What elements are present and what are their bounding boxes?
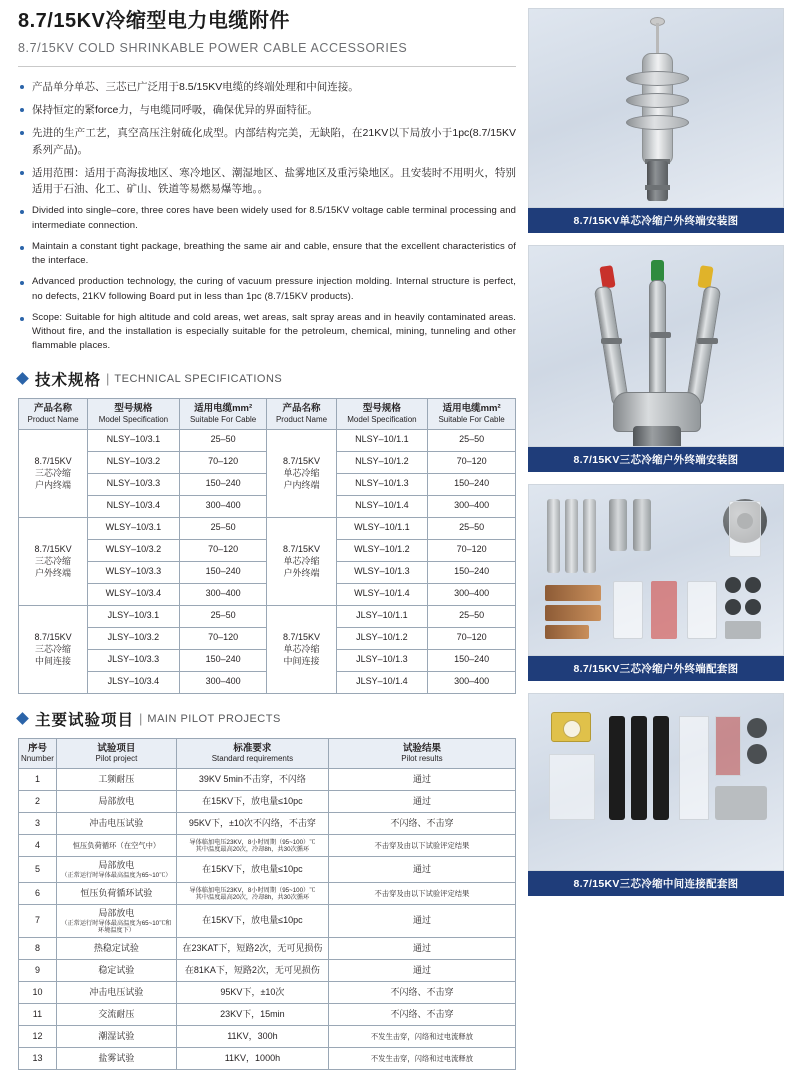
table-row: [19, 1048, 516, 1070]
pilot-projects-table: [18, 738, 516, 1070]
spec-cell: NLSY–10/1.1: [336, 429, 428, 451]
product-photo-three-core-outdoor-termination: [528, 245, 784, 447]
spec-header-2-en: Suitable For Cable: [189, 414, 257, 424]
accessory-bag-shape: [679, 716, 709, 820]
feature-en-4: Scope: Suitable for high altitude and cold areas, wet areas, salt spray areas and in heavily contaminated areas. Without fire, and the installation is especially suitable for the petroleum, chemical, mining, tunneling and other flammable places.: [18, 311, 516, 354]
spec-cell: 25–50: [428, 605, 516, 627]
pilot-item-label: 恒压负荷循环（在空气中）: [72, 841, 161, 851]
table-row: [19, 605, 516, 627]
pilot-header-3-cn: 试验结果: [402, 742, 441, 754]
page-title-cn: 8.7/15KV冷缩型电力电缆附件: [18, 10, 290, 32]
spec-cell: 150–240: [428, 561, 516, 583]
spec-cell: JLSY–10/1.4: [336, 671, 428, 693]
pilot-item: [56, 835, 176, 857]
photo-card-3: [528, 484, 784, 681]
pilot-item-label: 局部放电: [98, 908, 135, 919]
accessory-tape-shape: [651, 581, 677, 639]
spec-cell: 150–240: [179, 649, 267, 671]
pilot-res: 通过: [328, 938, 515, 960]
pilot-no: 11: [19, 1004, 57, 1026]
spec-cell: WLSY–10/3.1: [88, 517, 180, 539]
spec-cell: WLSY–10/1.1: [336, 517, 428, 539]
pilot-projects-table-body: [19, 769, 516, 1070]
black-tube-shape: [631, 716, 647, 820]
skirt-shape: [626, 93, 689, 108]
spec-cell: 70–120: [428, 451, 516, 473]
ring-shape: [697, 338, 718, 344]
pilot-res: 不发生击穿，闪络和过电流释放: [328, 1048, 515, 1070]
pilot-item-label: 潮湿试验: [98, 1030, 135, 1041]
heading-separator: |: [106, 371, 110, 387]
spec-cell: 150–240: [428, 649, 516, 671]
core-shape: [594, 285, 630, 406]
pilot-item: [56, 883, 176, 905]
spec-cell: 70–120: [179, 451, 267, 473]
pilot-no: 12: [19, 1026, 57, 1048]
spec-cell: NLSY–10/1.2: [336, 451, 428, 473]
o-ring-shape: [747, 718, 767, 738]
copper-lug-shape: [545, 605, 601, 621]
pilot-no: 9: [19, 960, 57, 982]
phase-marker-red: [599, 265, 615, 289]
photo-caption-1: 8.7/15KV单芯冷缩户外终端安装图: [528, 208, 784, 233]
table-row: [19, 791, 516, 813]
spec-cell: 70–120: [428, 627, 516, 649]
spec-cell: NLSY–10/1.3: [336, 473, 428, 495]
pilot-req: [176, 960, 328, 982]
pilot-item: [56, 905, 176, 938]
spec-cell: 70–120: [428, 539, 516, 561]
pilot-req: [176, 835, 328, 857]
pilot-header-1-en: Pilot project: [95, 754, 138, 764]
tube-shape: [547, 499, 560, 573]
pilot-header-0-cn: 序号: [27, 742, 47, 754]
accessory-bag-shape: [687, 581, 717, 639]
phase-marker-green: [651, 260, 664, 282]
pilot-item-label: 交流耐压: [98, 1008, 135, 1019]
accessory-tape-shape: [715, 716, 741, 776]
spec-cell: 70–120: [179, 539, 267, 561]
spec-cell: 300–400: [428, 583, 516, 605]
left-column: [18, 10, 516, 1070]
diamond-icon: [16, 712, 29, 725]
specifications-table: [18, 398, 516, 694]
spec-cell: 300–400: [179, 495, 267, 517]
pilot-item: [56, 791, 176, 813]
spec-cell: WLSY–10/1.2: [336, 539, 428, 561]
diamond-icon: [16, 372, 29, 385]
pilot-no: 13: [19, 1048, 57, 1070]
pilot-req-label: 95KV下，±10次: [220, 986, 285, 997]
pilot-res: 不击穿及由以下试验评定结果: [328, 835, 515, 857]
pilot-no: 10: [19, 982, 57, 1004]
spec-heading-cn: 技术规格: [35, 371, 102, 389]
feature-en-3: Advanced production technology, the curing of vacuum pressure injection molding. Internal structure is perfect, no defects, 21KV following Board put in less than 1pc (8.7/15KV products).: [18, 275, 516, 304]
spec-group-1-left-name: 8.7/15KV 三芯冷缩 户外终端: [19, 517, 88, 605]
table-row: [19, 905, 516, 938]
photo-caption-3: 8.7/15KV三芯冷缩户外终端配套图: [528, 656, 784, 681]
table-row: [19, 429, 516, 451]
pilot-req-label: 在15KV下，放电量≤10pc: [202, 915, 303, 926]
glove-bag-shape: [729, 501, 761, 557]
accessory-bag-shape: [549, 754, 595, 820]
pilot-item-label: 稳定试验: [98, 964, 135, 975]
pilot-res: 通过: [328, 791, 515, 813]
product-photo-three-core-joint-kit: [528, 693, 784, 871]
table-row: [19, 938, 516, 960]
o-ring-shape: [745, 577, 761, 593]
core-shape: [686, 285, 722, 406]
pilot-req-label: 23KV下，15min: [220, 1008, 285, 1019]
tube-shape: [583, 499, 596, 573]
table-row: [19, 517, 516, 539]
spec-cell: 300–400: [179, 583, 267, 605]
spec-header-5-cn: 适用电缆mm²: [442, 402, 501, 414]
spec-header-4: [336, 398, 428, 429]
spec-header-1: [88, 398, 180, 429]
pilot-header-0: [19, 738, 57, 769]
spec-cell: NLSY–10/3.4: [88, 495, 180, 517]
pilot-item: [56, 1004, 176, 1026]
pilot-no: 1: [19, 769, 57, 791]
pilot-req: [176, 905, 328, 938]
spec-cell: 25–50: [179, 605, 267, 627]
o-ring-shape: [747, 744, 767, 764]
pilot-req-label: 在81KA下，短路2次，无可见损伤: [184, 964, 320, 975]
spec-header-4-en: Model Specification: [347, 414, 417, 424]
feature-cn-2: 保持恒定的紧force力，与电缆同呼吸，确保优异的界面特征。: [18, 102, 516, 118]
pilot-header-2-cn: 标准要求: [233, 742, 272, 754]
copper-lug-shape: [545, 625, 589, 639]
pilot-item: [56, 857, 176, 883]
specifications-table-body: [19, 429, 516, 693]
pilot-res: 通过: [328, 905, 515, 938]
table-row: [19, 982, 516, 1004]
o-ring-shape: [725, 599, 741, 615]
spec-cell: 300–400: [179, 671, 267, 693]
pilot-item: [56, 769, 176, 791]
pilot-item-label: 恒压负荷循环试验: [80, 887, 153, 898]
copper-lug-shape: [545, 585, 601, 601]
pilot-item-label: 局部放电: [98, 860, 135, 871]
pilot-res: 不发生击穿，闪络和过电流释放: [328, 1026, 515, 1048]
pilot-header-2: [176, 738, 328, 769]
spec-cell: NLSY–10/1.4: [336, 495, 428, 517]
spec-header-3-cn: 产品名称: [282, 402, 321, 414]
pilot-no: 6: [19, 883, 57, 905]
pilot-item: [56, 960, 176, 982]
features-list-en: [18, 204, 516, 353]
heading-separator: |: [139, 711, 143, 727]
table-row: [19, 883, 516, 905]
clamp-shape: [725, 621, 761, 639]
phase-marker-yellow: [697, 265, 713, 289]
pilot-item-label: 热稳定试验: [93, 942, 139, 953]
pilot-req: [176, 813, 328, 835]
spec-header-1-en: Model Specification: [98, 414, 169, 424]
product-photo-single-core-outdoor-termination: [528, 8, 784, 208]
spec-header-3-en: Product Name: [275, 414, 328, 424]
spec-cell: NLSY–10/3.2: [88, 451, 180, 473]
pilot-req-label: 11KV，300h: [227, 1030, 278, 1041]
pilot-req-label: 11KV，1000h: [224, 1052, 281, 1063]
tube-shape: [633, 499, 651, 551]
pilot-item: [56, 982, 176, 1004]
cable-trunk-shape: [633, 426, 681, 447]
o-ring-shape: [745, 599, 761, 615]
spec-header-5-en: Suitable For Cable: [438, 414, 505, 424]
spec-cell: 300–400: [428, 495, 516, 517]
features-list-cn: [18, 79, 516, 198]
black-tube-shape: [609, 716, 625, 820]
spec-section-heading: [18, 368, 516, 390]
spec-cell: WLSY–10/1.3: [336, 561, 428, 583]
table-row: [19, 835, 516, 857]
pilot-res: 不闪络、不击穿: [328, 813, 515, 835]
title-divider: [18, 66, 516, 67]
photo-card-1: [528, 8, 784, 233]
pilot-item: [56, 813, 176, 835]
pilot-item-label: 局部放电: [98, 796, 135, 807]
spec-cell: JLSY–10/1.3: [336, 649, 428, 671]
table-row: [19, 813, 516, 835]
spec-header-3: [267, 398, 336, 429]
spec-cell: 150–240: [179, 561, 267, 583]
feature-cn-1: 产品单分单芯、三芯已广泛用于8.5/15KV电缆的终端处理和中间连接。: [18, 79, 516, 95]
table-row: [19, 1004, 516, 1026]
pilot-header-1: [56, 738, 176, 769]
pilot-item-label: 冲击电压试验: [89, 818, 144, 829]
spec-group-0-right-name: 8.7/15KV 单芯冷缩 户内终端: [267, 429, 336, 517]
photo-card-4: [528, 693, 784, 896]
page-title-en: 8.7/15KV COLD SHRINKABLE POWER CABLE ACCESSORIES: [18, 41, 408, 55]
spec-cell: 25–50: [179, 517, 267, 539]
spec-cell: NLSY–10/3.1: [88, 429, 180, 451]
pilot-req: [176, 1004, 328, 1026]
photo-caption-4: 8.7/15KV三芯冷缩中间连接配套图: [528, 871, 784, 896]
feature-en-2: Maintain a constant tight package, breathing the same air and cable, ensure that the excellent characteristics of the interface.: [18, 240, 516, 269]
photo-column: [528, 8, 784, 908]
pilot-no: 7: [19, 905, 57, 938]
skirt-shape: [626, 71, 689, 86]
feature-en-1: Divided into single–core, three cores have been widely used for 8.5/15KV voltage cable terminal processing and intermediate connection.: [18, 204, 516, 233]
spec-cell: WLSY–10/1.4: [336, 583, 428, 605]
pilot-req-sub: 其中温度最高20次，冷却8h，共30次循环: [195, 893, 310, 901]
pilot-req: [176, 883, 328, 905]
table-row: [19, 769, 516, 791]
pilot-res: 通过: [328, 857, 515, 883]
skirt-shape: [626, 115, 689, 130]
spec-cell: NLSY–10/3.3: [88, 473, 180, 495]
pilot-req-label: 在15KV下，放电量≤10pc: [202, 796, 303, 807]
spec-cell: 150–240: [428, 473, 516, 495]
pilot-no: 3: [19, 813, 57, 835]
termination-body-shape: [642, 53, 673, 165]
pilot-item: [56, 1048, 176, 1070]
pilot-res: 不击穿及由以下试验评定结果: [328, 883, 515, 905]
pilot-req: [176, 982, 328, 1004]
pilot-no: 2: [19, 791, 57, 813]
pilot-item-sub: （正常运行时导体最高温度为65~10℃和环境温度下）: [61, 919, 172, 935]
pilot-no: 4: [19, 835, 57, 857]
spec-cell: WLSY–10/3.3: [88, 561, 180, 583]
cable-shape: [647, 161, 668, 201]
pilot-req: [176, 857, 328, 883]
spec-group-2-left-name: 8.7/15KV 三芯冷缩 中间连接: [19, 605, 88, 693]
pilot-req-label: 在15KV下，放电量≤10pc: [202, 864, 303, 875]
spec-header-5: [428, 398, 516, 429]
pilot-req: [176, 938, 328, 960]
pilot-item-label: 工频耐压: [98, 774, 135, 785]
pilot-header-2-en: Standard requirements: [211, 754, 294, 764]
spec-group-0-left-name: 8.7/15KV 三芯冷缩 户内终端: [19, 429, 88, 517]
o-ring-shape: [725, 577, 741, 593]
pilot-header-3: [328, 738, 515, 769]
pilot-req: [176, 1048, 328, 1070]
pilot-req: [176, 769, 328, 791]
pilot-req: [176, 1026, 328, 1048]
photo-card-2: [528, 245, 784, 472]
spec-header-2: [179, 398, 267, 429]
spec-cell: 25–50: [428, 429, 516, 451]
pilot-req-label: 在23KAT下，短路2次，无可见损伤: [182, 942, 323, 953]
pilot-no: 5: [19, 857, 57, 883]
spec-cell: JLSY–10/3.2: [88, 627, 180, 649]
spec-header-0-cn: 产品名称: [34, 402, 73, 414]
pilot-req-label: 39KV 5min不击穿，不闪络: [198, 774, 306, 785]
spec-group-1-right-name: 8.7/15KV 单芯冷缩 户外终端: [267, 517, 336, 605]
connector-shape: [715, 786, 767, 820]
spec-cell: 25–50: [428, 517, 516, 539]
pilot-req: [176, 791, 328, 813]
accessory-bag-shape: [613, 581, 643, 639]
table-row: [19, 857, 516, 883]
spec-header-1-cn: 型号规格: [114, 402, 153, 414]
product-photo-three-core-outdoor-kit: [528, 484, 784, 656]
cable-stalk-shape: [656, 23, 659, 55]
tube-shape: [609, 499, 627, 551]
tape-reel-shape: [551, 712, 591, 742]
band-shape: [645, 185, 670, 190]
spec-cell: WLSY–10/3.4: [88, 583, 180, 605]
spec-heading-en: TECHNICAL SPECIFICATIONS: [114, 372, 283, 385]
pilot-item-sub: （正常运行时导体最高温度为65~10℃）: [61, 872, 172, 880]
pilot-req-label: 导体临加电压23KV，8小时周期（95~100）℃: [189, 838, 316, 846]
table-row: [19, 960, 516, 982]
spec-cell: 25–50: [179, 429, 267, 451]
spec-cell: 70–120: [179, 627, 267, 649]
spec-header-4-cn: 型号规格: [362, 402, 401, 414]
pilot-req-sub: 其中温度最高20次，冷却8h，共30次循环: [195, 845, 310, 853]
pilot-item-label: 盐雾试验: [98, 1052, 135, 1063]
pilot-req-label: 导体临加电压23KV，8小时周期（95~100）℃: [189, 886, 316, 894]
pilot-header-1-cn: 试验项目: [97, 742, 136, 754]
pilot-header-0-en: Nnumber: [21, 754, 54, 764]
spec-cell: WLSY–10/3.2: [88, 539, 180, 561]
pilot-item-label: 冲击电压试验: [89, 986, 144, 997]
spec-cell: JLSY–10/1.1: [336, 605, 428, 627]
pilot-res: 通过: [328, 769, 515, 791]
spec-cell: JLSY–10/1.2: [336, 627, 428, 649]
pilot-header-3-en: Pilot results: [401, 754, 443, 764]
table-header-row: [19, 398, 516, 429]
spec-group-2-right-name: 8.7/15KV 单芯冷缩 中间连接: [267, 605, 336, 693]
spec-cell: 150–240: [179, 473, 267, 495]
spec-cell: JLSY–10/3.4: [88, 671, 180, 693]
spec-header-0: [19, 398, 88, 429]
pilot-item: [56, 938, 176, 960]
spec-cell: JLSY–10/3.1: [88, 605, 180, 627]
pilot-item: [56, 1026, 176, 1048]
pilot-no: 8: [19, 938, 57, 960]
pilot-heading-en: MAIN PILOT PROJECTS: [147, 712, 281, 725]
tube-shape: [565, 499, 578, 573]
pilot-heading-cn: 主要试验项目: [35, 711, 135, 729]
spec-cell: 300–400: [428, 671, 516, 693]
spec-header-2-cn: 适用电缆mm²: [194, 402, 253, 414]
pilot-section-heading: [18, 708, 516, 730]
feature-cn-3: 先进的生产工艺，真空高压注射硫化成型。内部结构完美，无缺陷，在21KV以下局放小于1pc(8.7/15KV系列产品)。: [18, 125, 516, 158]
spec-cell: JLSY–10/3.3: [88, 649, 180, 671]
table-row: [19, 1026, 516, 1048]
pilot-req-label: 95KV下，±10次不闪络，不击穿: [188, 818, 316, 829]
feature-cn-4: 适用范围：适用于高海拔地区、寒冷地区、潮湿地区、盐雾地区及重污染地区。且安装时不用明火，特别适用于石油、化工、矿山、铁道等易燃易爆等地。。: [18, 165, 516, 198]
spec-header-0-en: Product Name: [27, 414, 79, 424]
pilot-res: 不闪络、不击穿: [328, 1004, 515, 1026]
pilot-res: 不闪络、不击穿: [328, 982, 515, 1004]
core-shape: [649, 280, 666, 406]
ring-shape: [601, 338, 622, 344]
ring-shape: [650, 332, 671, 338]
table-header-row: [19, 738, 516, 769]
photo-caption-2: 8.7/15KV三芯冷缩户外终端安装图: [528, 447, 784, 472]
black-tube-shape: [653, 716, 669, 820]
pilot-res: 通过: [328, 960, 515, 982]
